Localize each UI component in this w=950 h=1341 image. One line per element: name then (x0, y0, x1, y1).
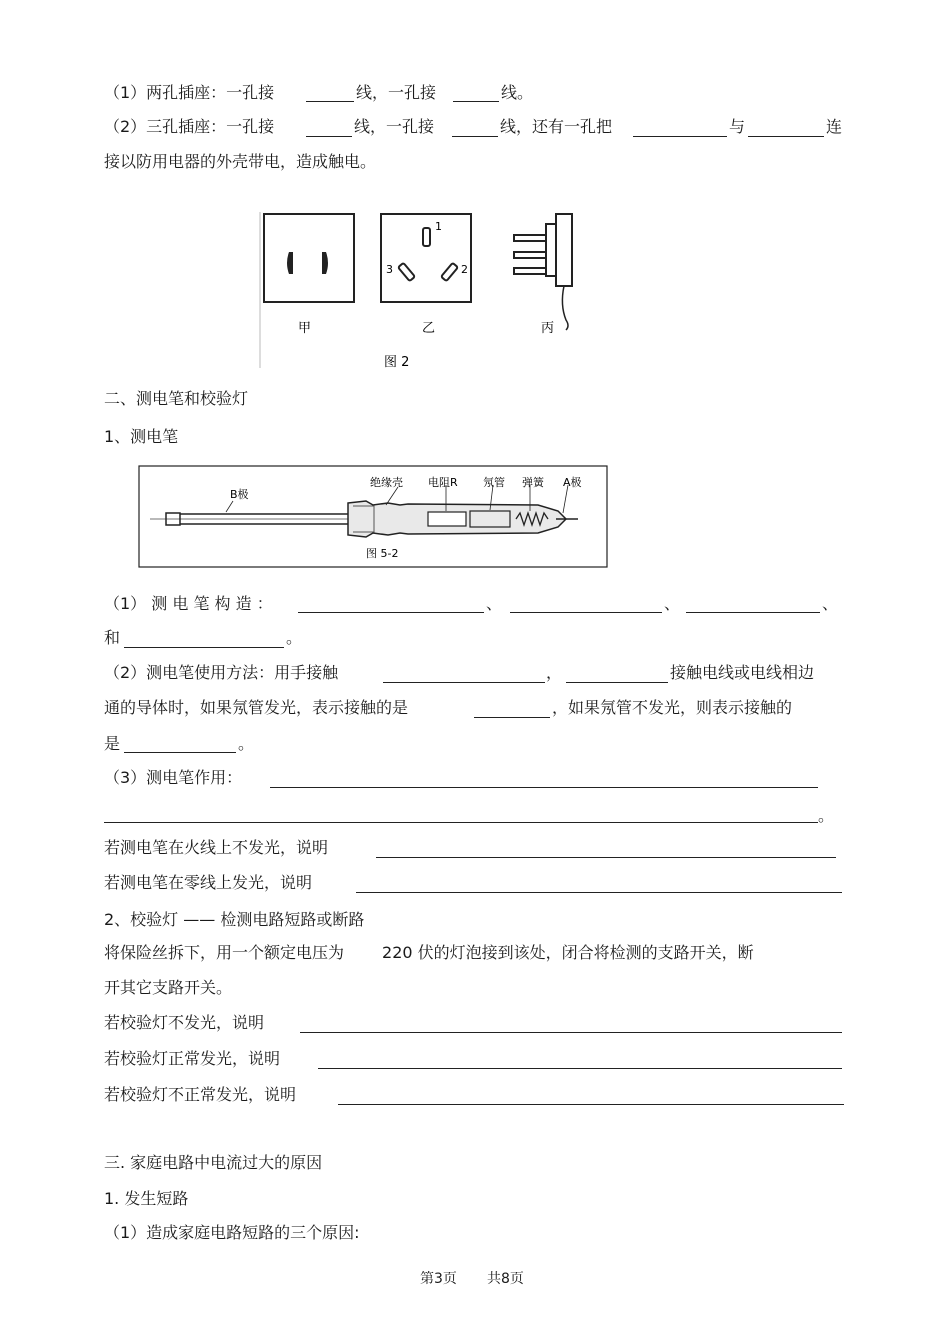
blank-usage-1[interactable] (383, 682, 545, 683)
check-lamp-paragraph-2: 开其它支路开关。 (104, 978, 233, 997)
page-total: 共8页 (487, 1271, 524, 1287)
label-a-pole: A极 (563, 476, 582, 489)
three-hole-text-4: 与 (729, 117, 746, 136)
section-3-title: 三. 家庭电路中电流过大的原因 (104, 1153, 323, 1172)
pen-construction-label: （1） 测 电 笔 构 造 ： (104, 594, 273, 613)
blank-three-hole-1[interactable] (306, 136, 352, 137)
check-lamp-paragraph-1: 将保险丝拆下，用一个额定电压为 220 伏的灯泡接到该处，闭合将检测的支路开关，断 (104, 943, 754, 962)
blank-construction-2[interactable] (510, 612, 662, 613)
usage-text-3: 通的导体时，如果氖管发光，表示接触的是 (104, 698, 409, 717)
blank-usage-4[interactable] (124, 752, 236, 753)
figure-2-caption: 图 2 (384, 355, 410, 370)
live-wire-no-glow-label: 若测电笔在火线上不发光，说明 (104, 838, 329, 857)
socket-num-1: 1 (435, 220, 442, 233)
blank-live-wire[interactable] (376, 857, 836, 858)
label-resistor: 电阻R (428, 476, 458, 489)
blank-usage-2[interactable] (566, 682, 668, 683)
neutral-wire-glow-label: 若测电笔在零线上发光，说明 (104, 873, 313, 892)
blank-construction-3[interactable] (686, 612, 820, 613)
two-hole-text-3: 线。 (501, 83, 534, 102)
blank-two-hole-1[interactable] (306, 101, 354, 102)
subsection-test-pen-title: 1、测电笔 (104, 427, 179, 446)
blank-three-hole-2[interactable] (452, 136, 498, 137)
blank-usage-3[interactable] (474, 717, 550, 718)
two-hole-text-2: 线，一孔接 (356, 83, 437, 102)
blank-lamp-abnormal-glow[interactable] (338, 1104, 844, 1105)
pen-function-label: （3）测电笔作用： (104, 768, 243, 787)
subsection-check-lamp-title: 2、校验灯 —— 检测电路短路或断路 (104, 910, 365, 929)
separator-2: 、 (664, 594, 681, 613)
construction-and: 和 (104, 628, 121, 647)
three-hole-text-6: 接以防用电器的外壳带电，造成触电。 (104, 152, 377, 171)
figure-label-jia: 甲 (298, 321, 312, 336)
blank-neutral-wire[interactable] (356, 892, 842, 893)
blank-two-hole-2[interactable] (453, 101, 499, 102)
test-pen-figure (138, 465, 608, 568)
label-b-pole: B极 (230, 488, 249, 501)
separator-3: 、 (822, 594, 839, 613)
section-2-title: 二、测电笔和校验灯 (104, 389, 249, 408)
three-hole-text-3: 线，还有一孔把 (500, 117, 613, 136)
three-hole-socket-line: （2）三孔插座：一孔接 (104, 117, 275, 136)
blank-construction-1[interactable] (298, 612, 484, 613)
pen-usage-label: （2）测电笔使用方法：用手接触 (104, 663, 339, 682)
blank-function-2[interactable] (104, 822, 818, 823)
two-hole-socket-line: （1）两孔插座：一孔接 (104, 83, 275, 102)
socket-figure (258, 210, 580, 372)
socket-num-2: 2 (461, 263, 468, 276)
usage-text-4: ，如果氖管不发光，则表示接触的 (552, 698, 793, 717)
socket-num-3: 3 (386, 263, 393, 276)
label-neon: 氖管 (483, 476, 505, 489)
usage-text-2: 接触电线或电线相边 (670, 663, 815, 682)
construction-period: 。 (286, 628, 303, 647)
usage-text-5: 是 (104, 734, 121, 753)
separator-1: 、 (486, 594, 503, 613)
blank-lamp-normal-glow[interactable] (318, 1068, 842, 1069)
figure-label-bing: 丙 (541, 321, 555, 336)
page-number: 第3页 (420, 1271, 457, 1287)
blank-function-1[interactable] (270, 787, 818, 788)
function-period: 。 (818, 806, 835, 825)
short-circuit-causes-question: （1）造成家庭电路短路的三个原因: (104, 1223, 360, 1242)
lamp-abnormal-glow-label: 若校验灯不正常发光，说明 (104, 1085, 297, 1104)
figure-5-2-caption: 图 5-2 (366, 547, 399, 560)
label-spring: 弹簧 (522, 476, 544, 489)
three-hole-text-5: 连 (826, 117, 843, 136)
blank-construction-4[interactable] (124, 647, 284, 648)
usage-period: 。 (238, 734, 255, 753)
blank-lamp-no-glow[interactable] (300, 1032, 842, 1033)
three-hole-text-2: 线，一孔接 (354, 117, 435, 136)
blank-three-hole-3[interactable] (633, 136, 727, 137)
lamp-normal-glow-label: 若校验灯正常发光，说明 (104, 1049, 281, 1068)
label-insulator: 绝缘壳 (370, 476, 403, 489)
lamp-no-glow-label: 若校验灯不发光，说明 (104, 1013, 265, 1032)
blank-three-hole-4[interactable] (748, 136, 824, 137)
figure-label-yi: 乙 (422, 321, 436, 336)
short-circuit-subtitle: 1. 发生短路 (104, 1189, 189, 1208)
usage-comma: ， (546, 663, 563, 682)
